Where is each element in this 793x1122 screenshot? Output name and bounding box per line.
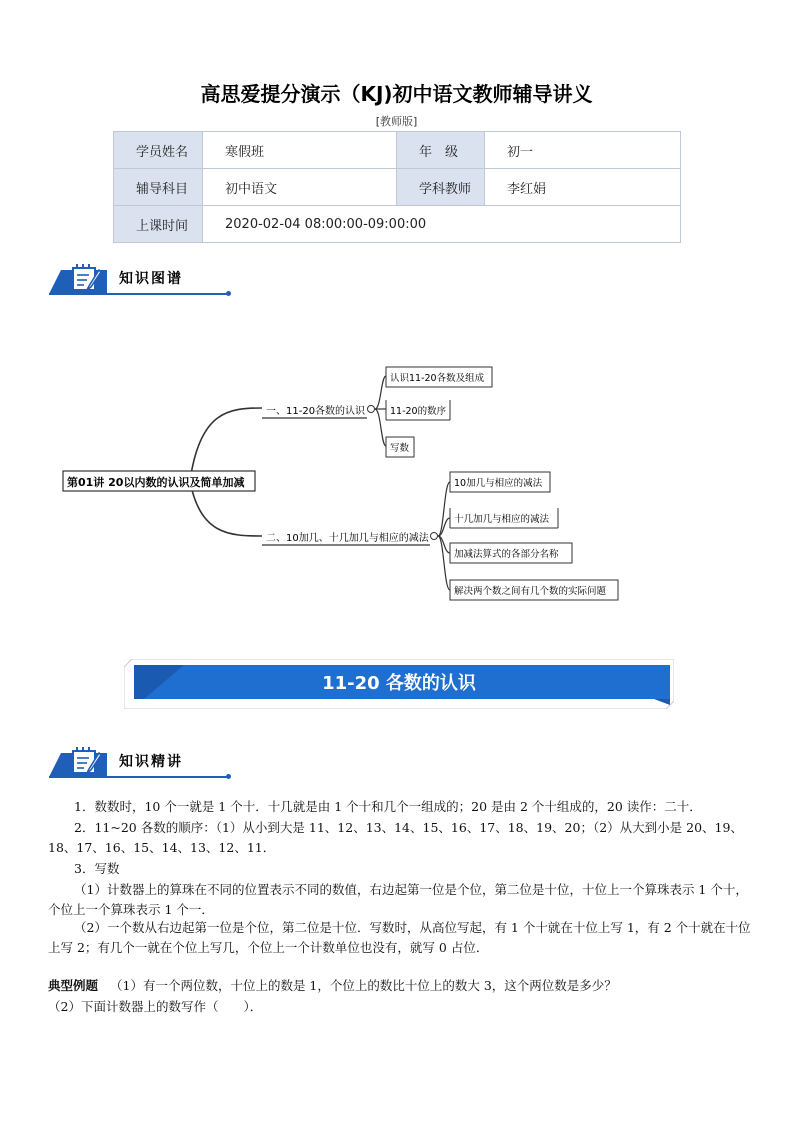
mindmap-leaf: 11-20的数序 <box>390 406 447 417</box>
table-value: 初中语文 <box>203 169 397 206</box>
notepad-pencil-icon <box>69 745 105 775</box>
section-title: 知识图谱 <box>119 271 183 287</box>
table-row <box>114 169 681 206</box>
mindmap-leaf: 10加几与相应的减法 <box>454 478 543 489</box>
table-label: 学科教师 <box>397 169 485 206</box>
table-value: 初一 <box>485 132 681 169</box>
mindmap-leaf: 认识11-20各数及组成 <box>390 373 485 384</box>
mind-map <box>0 350 793 610</box>
table-label: 上课时间 <box>114 206 203 243</box>
mindmap-leaf: 写数 <box>390 443 410 454</box>
collapse-toggle-icon <box>431 533 438 540</box>
section-title: 知识精讲 <box>119 754 183 770</box>
topic-banner <box>124 659 674 709</box>
table-row <box>114 206 681 243</box>
mindmap-leaf: 解决两个数之间有几个数的实际问题 <box>454 586 607 597</box>
edition-label: [教师版] <box>375 115 418 128</box>
banner-title: 11-20 各数的认识 <box>322 673 476 694</box>
table-value: 2020-02-04 08:00:00-09:00:00 <box>203 206 681 243</box>
table-row <box>114 132 681 169</box>
collapse-toggle-icon <box>368 406 375 413</box>
section-header-knowledge-map <box>49 262 231 294</box>
table-value: 李红娟 <box>485 169 681 206</box>
mindmap-branch-label: 一、11-20各数的认识 <box>266 406 366 417</box>
mindmap-root-label: 第01讲 20以内数的认识及简单加减 <box>67 476 245 489</box>
document-title: 高思爱提分演示（KJ)初中语文教师辅导讲义 <box>200 82 593 106</box>
student-info-table <box>113 131 681 243</box>
table-label: 辅导科目 <box>114 169 203 206</box>
paragraph: （1）计数器上的算珠在不同的位置表示不同的数值，右边起第一位是个位，第二位是十位，十位上一个算珠表示 1 个十，个位上一个算珠表示 1 个一． <box>48 882 748 917</box>
example-label: 典型例题 <box>48 978 99 993</box>
table-label: 学员姓名 <box>114 132 203 169</box>
example-question <box>48 976 753 996</box>
paragraph: 1．数数时，10 个一就是 1 个十．十几就是由 1 个十和几个一组成的；20 是由 2 个十组成的，20 读作：二十． <box>74 799 702 814</box>
mindmap-branch-label: 二、10加几、十几加几与相应的减法 <box>266 533 429 544</box>
paragraph: 2．11~20 各数的顺序：（1）从小到大是 11、12、13、14、15、16、17、18、19、20；（2）从大到小是 20、19、18、17、16、15、14、13、12、11． <box>48 820 743 855</box>
paragraph: 3．写数 <box>74 861 120 876</box>
example-question-text: （1）有一个两位数，十位上的数是 1，个位上的数比十位上的数大 3，这个两位数是多少？ <box>110 978 617 993</box>
section-header-knowledge-explained <box>49 745 231 777</box>
example-question: （2）下面计数器上的数写作（ ）． <box>48 999 263 1014</box>
mindmap-leaf: 加减法算式的各部分名称 <box>454 549 559 560</box>
notepad-pencil-icon <box>69 262 105 292</box>
mindmap-leaf: 十几加几与相应的减法 <box>454 514 550 525</box>
table-value: 寒假班 <box>203 132 397 169</box>
table-label: 年 级 <box>397 132 485 169</box>
paragraph: （2）一个数从右边起第一位是个位，第二位是十位．写数时，从高位写起，有 1 个十就在十位上写 1，有 2 个十就在十位上写 2；有几个一就在个位上写几，个位上一个计数单位也没有，就写 0 占位． <box>48 920 751 955</box>
